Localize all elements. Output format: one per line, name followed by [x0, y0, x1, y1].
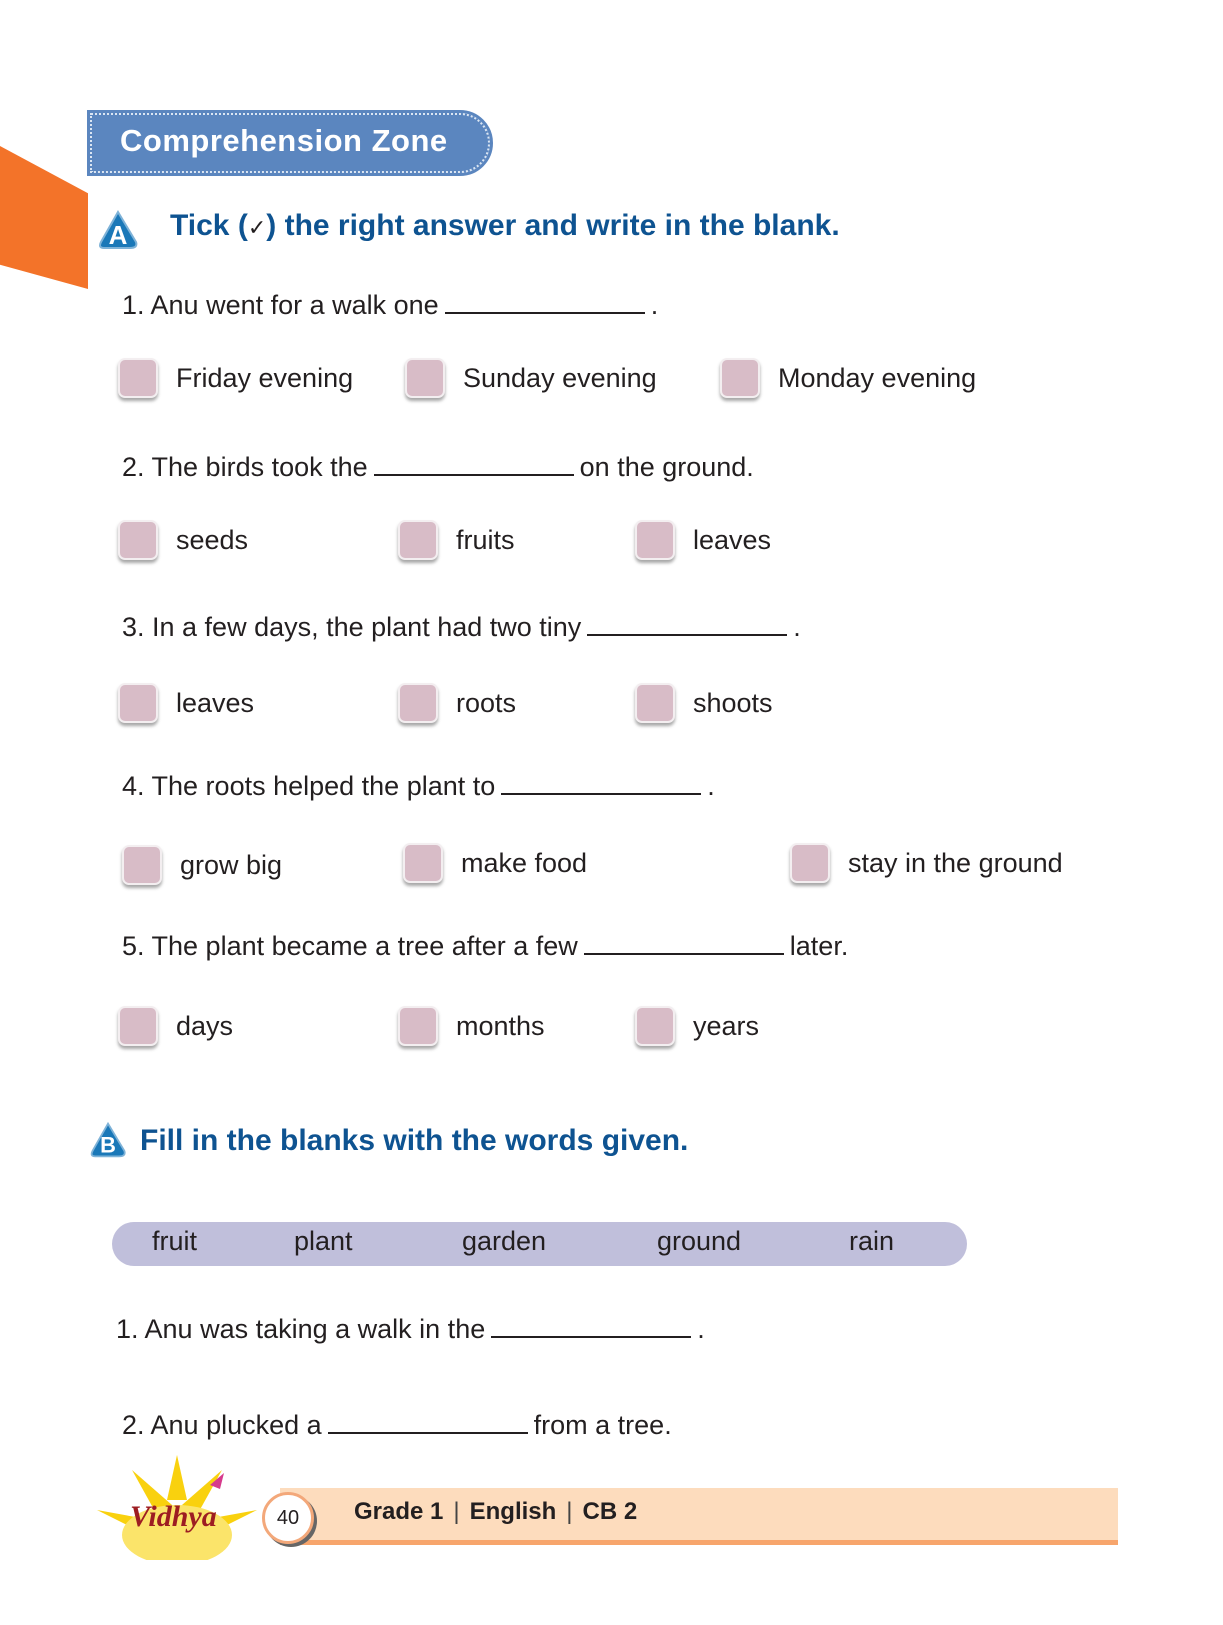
option-checkbox[interactable] — [398, 520, 515, 560]
word-bank-item: garden — [462, 1226, 547, 1256]
option-checkbox[interactable] — [118, 683, 254, 723]
question-text: 4. The roots helped the plant to — [122, 771, 496, 801]
question-text: later. — [789, 931, 849, 961]
checkbox[interactable] — [118, 358, 158, 398]
answer-blank[interactable] — [374, 452, 574, 476]
question-text: from a tree. — [533, 1410, 672, 1440]
checkbox[interactable] — [720, 358, 760, 398]
svg-text:B: B — [100, 1132, 116, 1158]
question-text: 3. In a few days, the plant had two tiny — [122, 612, 582, 642]
title-text: Tick ( — [170, 209, 248, 242]
option-label: Monday evening — [778, 362, 977, 393]
word-bank-item: ground — [657, 1226, 742, 1256]
checkbox[interactable] — [398, 683, 438, 723]
option-label: shoots — [693, 687, 773, 718]
option-label: months — [456, 1010, 545, 1041]
option-checkbox[interactable] — [122, 845, 282, 885]
option-checkbox[interactable] — [790, 843, 1063, 883]
book-label: CB 2 — [582, 1498, 638, 1525]
question-3 — [122, 612, 801, 643]
question-text: 1. Anu was taking a walk in the — [116, 1314, 486, 1344]
checkbox[interactable] — [122, 845, 162, 885]
word-bank-item: rain — [849, 1226, 895, 1256]
section-a-badge-icon — [96, 208, 140, 252]
option-label: stay in the ground — [848, 847, 1063, 878]
question-4 — [122, 771, 715, 802]
tick-icon: ✓ — [247, 215, 267, 240]
checkbox[interactable] — [635, 683, 675, 723]
section-b-badge-icon — [88, 1120, 128, 1160]
fill-question-2 — [122, 1410, 672, 1441]
checkbox[interactable] — [635, 520, 675, 560]
title-text: ) the right answer and write in the blank. — [266, 209, 840, 242]
question-text: on the ground. — [579, 452, 754, 482]
word-bank-item: fruit — [152, 1226, 198, 1256]
section-a-title — [170, 209, 840, 243]
option-checkbox[interactable] — [118, 520, 248, 560]
separator: | — [453, 1498, 460, 1525]
separator: | — [566, 1498, 573, 1525]
option-checkbox[interactable] — [635, 520, 771, 560]
option-checkbox[interactable] — [405, 358, 657, 398]
option-label: make food — [461, 847, 588, 878]
svg-text:A: A — [108, 220, 128, 250]
word-bank — [112, 1222, 967, 1266]
option-label: seeds — [176, 524, 249, 555]
option-label: Friday evening — [176, 362, 354, 393]
option-label: fruits — [456, 524, 515, 555]
footer-info — [354, 1498, 637, 1526]
answer-blank[interactable] — [491, 1314, 691, 1338]
question-5 — [122, 931, 848, 962]
footer-bar — [280, 1488, 1118, 1545]
option-checkbox[interactable] — [720, 358, 976, 398]
option-checkbox[interactable] — [398, 1006, 545, 1046]
checkbox[interactable] — [118, 683, 158, 723]
question-text: 2. Anu plucked a — [122, 1410, 322, 1440]
question-text: 5. The plant became a tree after a few — [122, 931, 578, 961]
grade-label: Grade 1 — [354, 1498, 444, 1525]
question-text: 2. The birds took the — [122, 452, 368, 482]
answer-blank[interactable] — [445, 290, 645, 314]
question-text: . — [697, 1314, 705, 1344]
comprehension-zone-banner — [90, 113, 490, 173]
option-checkbox[interactable] — [635, 1006, 759, 1046]
option-label: leaves — [693, 524, 772, 555]
answer-blank[interactable] — [584, 931, 784, 955]
option-label: leaves — [176, 687, 255, 718]
option-label: roots — [456, 687, 517, 718]
option-label: days — [176, 1010, 234, 1041]
checkbox[interactable] — [398, 1006, 438, 1046]
orange-corner-tab — [0, 146, 88, 289]
checkbox[interactable] — [118, 1006, 158, 1046]
zone-title: Comprehension Zone — [120, 123, 448, 158]
question-text: . — [707, 771, 715, 801]
page-number: 40 — [262, 1492, 314, 1544]
option-label: years — [693, 1010, 760, 1041]
subject-label: English — [469, 1498, 557, 1525]
question-1 — [122, 290, 658, 321]
option-checkbox[interactable] — [118, 358, 353, 398]
question-text: . — [793, 612, 801, 642]
question-text: . — [650, 290, 659, 320]
answer-blank[interactable] — [501, 771, 701, 795]
option-checkbox[interactable] — [403, 843, 587, 883]
option-checkbox[interactable] — [118, 1006, 233, 1046]
section-b-title: Fill in the blanks with the words given. — [140, 1124, 689, 1157]
answer-blank[interactable] — [328, 1410, 528, 1434]
question-2 — [122, 452, 754, 483]
question-text: 1. Anu went for a walk one — [122, 290, 439, 320]
vidhya-logo — [92, 1450, 262, 1560]
option-label: Sunday evening — [463, 362, 657, 393]
checkbox[interactable] — [790, 843, 830, 883]
fill-question-1 — [116, 1314, 705, 1345]
checkbox[interactable] — [398, 520, 438, 560]
option-checkbox[interactable] — [398, 683, 516, 723]
option-label: grow big — [180, 849, 283, 880]
checkbox[interactable] — [635, 1006, 675, 1046]
answer-blank[interactable] — [587, 612, 787, 636]
checkbox[interactable] — [118, 520, 158, 560]
checkbox[interactable] — [405, 358, 445, 398]
logo-text: Vidhya — [130, 1500, 217, 1533]
checkbox[interactable] — [403, 843, 443, 883]
option-checkbox[interactable] — [635, 683, 773, 723]
word-bank-item: plant — [294, 1226, 353, 1256]
